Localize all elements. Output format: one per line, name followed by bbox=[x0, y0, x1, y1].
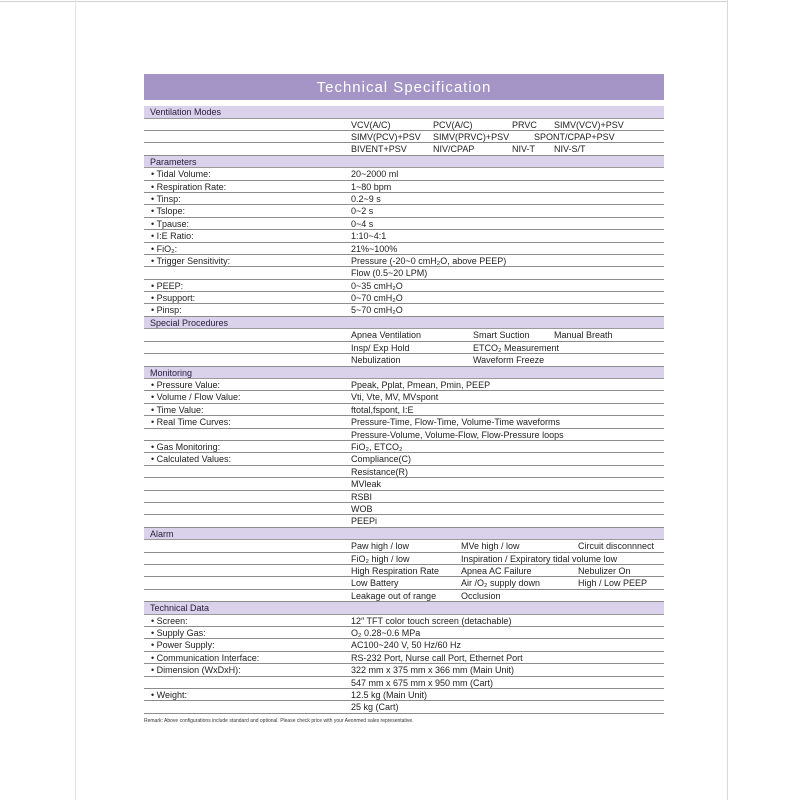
alarm-cell: High / Low PEEP bbox=[578, 578, 648, 589]
table-row bbox=[144, 193, 664, 205]
procedure-cell: Insp/ Exp Hold bbox=[351, 342, 410, 353]
table-row bbox=[144, 553, 664, 565]
table-row bbox=[144, 304, 664, 316]
procedure-cell: Manual Breath bbox=[554, 330, 613, 341]
param-value: Pressure (-20~0 cmH₂O, above PEEP) bbox=[351, 255, 507, 266]
monitor-value: RSBI bbox=[351, 491, 373, 502]
mode-cell: PRVC bbox=[512, 119, 537, 130]
table-row bbox=[144, 441, 664, 453]
table-row bbox=[144, 639, 664, 651]
section-parameters: Parameters bbox=[144, 156, 664, 169]
table-row bbox=[144, 131, 664, 143]
table-row bbox=[144, 342, 664, 354]
monitor-label: • Time Value: bbox=[151, 404, 204, 415]
monitor-label: • Pressure Value: bbox=[151, 380, 221, 391]
table-row bbox=[144, 379, 664, 391]
mode-cell: PCV(A/C) bbox=[433, 119, 473, 130]
monitor-value: Vti, Vte, MV, MVspont bbox=[351, 392, 439, 403]
procedure-cell: Apnea Ventilation bbox=[351, 330, 422, 341]
alarm-cell: High Respiration Rate bbox=[351, 566, 440, 576]
param-value: 21%~100% bbox=[351, 243, 398, 254]
table-row bbox=[144, 329, 664, 341]
alarm-cell: Apnea AC Failure bbox=[461, 566, 532, 576]
tech-value: 322 mm x 375 mm x 366 mm (Main Unit) bbox=[351, 665, 515, 676]
section-special-procedures: Special Procedures bbox=[144, 317, 664, 330]
table-row bbox=[144, 627, 664, 639]
alarm-cell: Air /O₂ supply down bbox=[461, 578, 541, 589]
alarm-cell: MVe high / low bbox=[461, 541, 520, 552]
tech-value: 25 kg (Cart) bbox=[351, 702, 399, 713]
param-value: 0~4 s bbox=[351, 218, 374, 229]
section-technical-data: Technical Data bbox=[144, 602, 664, 615]
table-row bbox=[144, 354, 664, 366]
param-label: • Pinsp: bbox=[151, 305, 182, 316]
section-monitoring: Monitoring bbox=[144, 367, 664, 380]
page-left-border bbox=[75, 0, 76, 800]
table-row bbox=[144, 168, 664, 180]
param-value: 1~80 bpm bbox=[351, 181, 392, 192]
tech-value: 12″ TFT color touch screen (detachable) bbox=[351, 615, 512, 626]
table-row bbox=[144, 478, 664, 490]
table-row bbox=[144, 503, 664, 515]
alarm-cell: Paw high / low bbox=[351, 541, 410, 552]
table-row bbox=[144, 255, 664, 267]
section-alarm: Alarm bbox=[144, 528, 664, 541]
tech-label: • Dimension (WxDxH): bbox=[151, 665, 241, 676]
table-row bbox=[144, 652, 664, 664]
param-value: 0~2 s bbox=[351, 206, 374, 217]
table-row bbox=[144, 615, 664, 627]
param-value: 5~70 cmH₂O bbox=[351, 305, 403, 316]
monitor-value: FiO₂, ETCO₂ bbox=[351, 441, 403, 452]
table-row bbox=[144, 391, 664, 403]
tech-label: • Supply Gas: bbox=[151, 628, 206, 639]
table-row bbox=[144, 230, 664, 242]
remark-footnote: Remark: Above configurations include standard and optional. Please check price with your Aeonmed sales representative. bbox=[144, 717, 414, 724]
monitor-label: • Volume / Flow Value: bbox=[151, 392, 241, 403]
param-value: 0.2~9 s bbox=[351, 193, 381, 204]
table-row bbox=[144, 664, 664, 676]
page-title: Technical Specification bbox=[144, 74, 664, 100]
tech-value: O₂ 0.28~0.6 MPa bbox=[351, 628, 421, 639]
table-row bbox=[144, 429, 664, 441]
tech-label: • Weight: bbox=[151, 690, 187, 701]
alarm-cell: Low Battery bbox=[351, 578, 399, 589]
procedure-cell: Smart Suction bbox=[473, 330, 530, 341]
monitor-value: Resistance(R) bbox=[351, 466, 409, 477]
section-ventilation-modes: Ventilation Modes bbox=[144, 106, 664, 119]
table-row bbox=[144, 577, 664, 589]
table-row bbox=[144, 491, 664, 503]
alarm-cell: Occlusion bbox=[461, 590, 501, 601]
monitor-value: PEEPi bbox=[351, 516, 378, 527]
mode-cell: BIVENT+PSV bbox=[351, 144, 407, 155]
monitor-value: WOB bbox=[351, 503, 373, 514]
mode-cell: SPONT/CPAP+PSV bbox=[534, 131, 615, 142]
table-row bbox=[144, 292, 664, 304]
alarm-cell: Inspiration / Expiratory tidal volume low bbox=[461, 553, 618, 564]
tech-label: • Screen: bbox=[151, 615, 188, 626]
table-row bbox=[144, 143, 664, 155]
param-label: • Psupport: bbox=[151, 293, 196, 304]
param-label: • Tpause: bbox=[151, 218, 190, 229]
mode-cell: SIMV(PRVC)+PSV bbox=[433, 131, 510, 142]
mode-cell: SIMV(VCV)+PSV bbox=[554, 119, 624, 130]
param-label: • Tidal Volume: bbox=[151, 169, 211, 180]
procedure-cell: Nebulization bbox=[351, 355, 401, 366]
table-row bbox=[144, 453, 664, 465]
alarm-cell: FiO₂ high / low bbox=[351, 553, 410, 564]
tech-value: AC100~240 V, 50 Hz/60 Hz bbox=[351, 640, 461, 651]
procedure-cell: ETCO₂ Measurement bbox=[473, 342, 560, 353]
monitor-value: Compliance(C) bbox=[351, 454, 412, 465]
table-row bbox=[144, 565, 664, 577]
monitor-label: • Calculated Values: bbox=[151, 454, 232, 465]
alarm-cell: Leakage out of range bbox=[351, 590, 437, 601]
table-row bbox=[144, 181, 664, 193]
monitor-value: Pressure-Volume, Volume-Flow, Flow-Pressure loops bbox=[351, 429, 564, 440]
param-label: • PEEP: bbox=[151, 280, 184, 291]
mode-cell: SIMV(PCV)+PSV bbox=[351, 131, 421, 142]
param-value: Flow (0.5~20 LPM) bbox=[351, 268, 428, 279]
param-label: • Trigger Sensitivity: bbox=[151, 255, 231, 266]
tech-value: 12.5 kg (Main Unit) bbox=[351, 690, 428, 701]
table-row bbox=[144, 540, 664, 552]
table-row bbox=[144, 677, 664, 689]
spec-sheet bbox=[144, 74, 664, 724]
monitor-value: ftotal,fspont, I:E bbox=[351, 404, 414, 415]
table-row bbox=[144, 466, 664, 478]
tech-label: • Communication Interface: bbox=[151, 652, 260, 663]
param-value: 1:10~4:1 bbox=[351, 231, 387, 242]
param-label: • FiO₂: bbox=[151, 243, 178, 254]
table-row bbox=[144, 404, 664, 416]
param-value: 20~2000 ml bbox=[351, 169, 399, 180]
table-row bbox=[144, 689, 664, 701]
alarm-cell: Nebulizer On bbox=[578, 566, 631, 576]
table-row bbox=[144, 590, 664, 602]
table-row bbox=[144, 205, 664, 217]
page-top-border bbox=[0, 1, 727, 2]
table-row bbox=[144, 416, 664, 428]
table-row bbox=[144, 280, 664, 292]
tech-value: 547 mm x 675 mm x 950 mm (Cart) bbox=[351, 677, 494, 688]
table-row bbox=[144, 267, 664, 279]
mode-cell: VCV(A/C) bbox=[351, 119, 391, 130]
param-label: • Tslope: bbox=[151, 206, 186, 217]
monitor-label: • Real Time Curves: bbox=[151, 417, 231, 428]
param-label: • Tinsp: bbox=[151, 193, 181, 204]
monitor-label: • Gas Monitoring: bbox=[151, 441, 221, 452]
alarm-cell: Circuit disconnnect bbox=[578, 541, 655, 552]
param-value: 0~70 cmH₂O bbox=[351, 293, 403, 304]
param-label: • I:E Ratio: bbox=[151, 231, 194, 242]
table-row bbox=[144, 515, 664, 527]
mode-cell: NIV-T bbox=[512, 144, 536, 155]
param-value: 0~35 cmH₂O bbox=[351, 280, 403, 291]
table-row bbox=[144, 701, 664, 713]
table-row bbox=[144, 119, 664, 131]
tech-value: RS-232 Port, Nurse call Port, Ethernet Port bbox=[351, 652, 523, 663]
monitor-value: Ppeak, Pplat, Pmean, Pmin, PEEP bbox=[351, 380, 491, 391]
monitor-value: Pressure-Time, Flow-Time, Volume-Time waveforms bbox=[351, 417, 561, 428]
procedure-cell: Waveform Freeze bbox=[473, 355, 545, 366]
mode-cell: NIV-S/T bbox=[554, 144, 586, 155]
tech-label: • Power Supply: bbox=[151, 640, 215, 651]
table-row bbox=[144, 218, 664, 230]
param-label: • Respiration Rate: bbox=[151, 181, 227, 192]
mode-cell: NIV/CPAP bbox=[433, 144, 475, 155]
monitor-value: MVleak bbox=[351, 479, 382, 490]
table-row bbox=[144, 243, 664, 255]
